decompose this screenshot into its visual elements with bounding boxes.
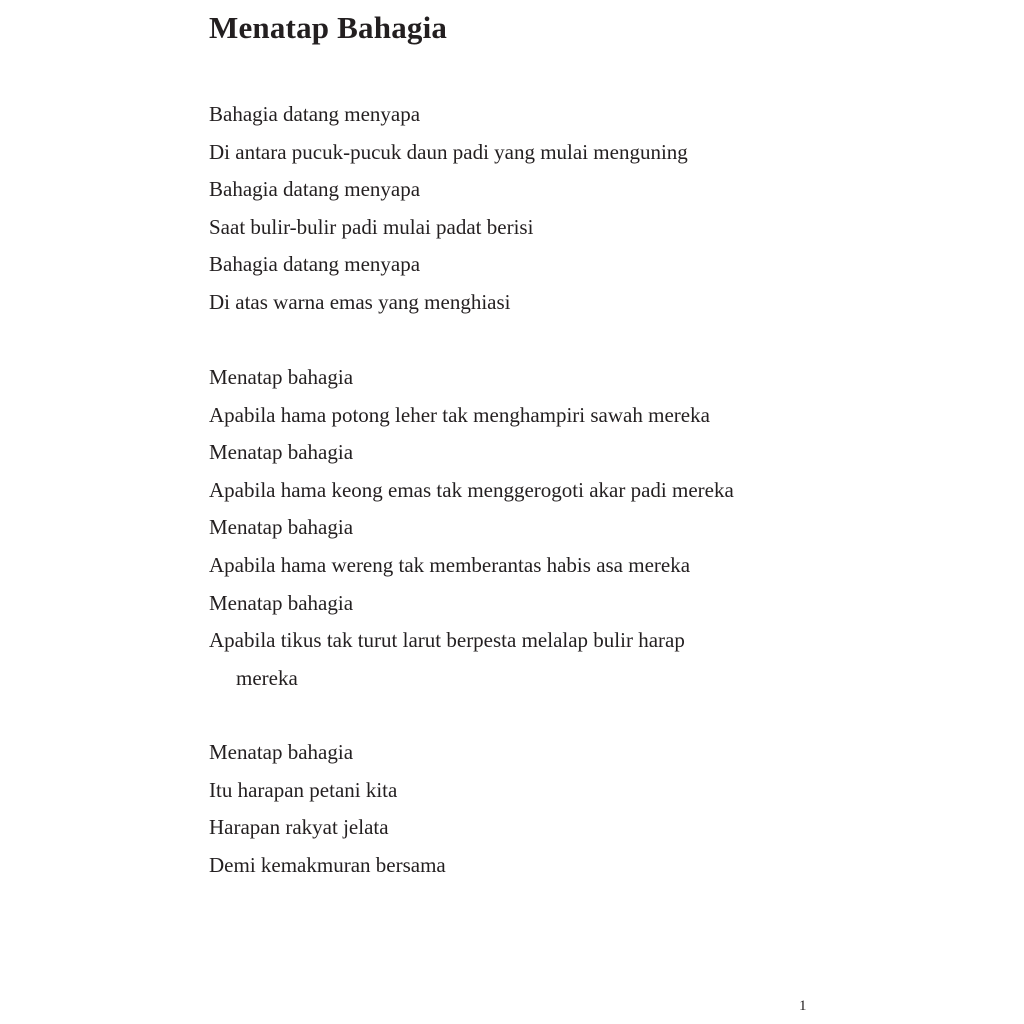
poem-line: Itu harapan petani kita [209,777,398,802]
poem-line: Demi kemakmuran bersama [209,852,446,877]
poem-line: Menatap bahagia [209,515,354,540]
poem-line: Bahagia datang menyapa [209,252,421,277]
poem-line: Bahagia datang menyapa [209,102,421,126]
poem-line: Apabila tikus tak turut larut berpesta melalap bulir harap [209,628,685,653]
poem-line: Menatap bahagia [209,365,354,389]
stanza-1 [209,96,688,322]
poem-line: Di atas warna emas yang menghiasi [209,289,511,314]
poem-line: Harapan rakyat jelata [209,815,389,840]
poem-line: Bahagia datang menyapa [209,177,421,202]
poem-line: Apabila hama wereng tak memberantas habis asa mereka [209,552,691,577]
stanza-3 [209,734,446,884]
page-number: 1 [799,998,807,1014]
poem-line: Menatap bahagia [209,440,354,465]
poem-title: Menatap Bahagia [209,10,448,45]
poem-line: Apabila hama potong leher tak menghampiri sawah mereka [209,402,710,427]
poem-line: Menatap bahagia [209,590,354,615]
stanza-2 [209,359,734,697]
poem-line: Saat bulir-bulir padi mulai padat berisi [209,214,534,239]
poem-line: Menatap bahagia [209,740,354,764]
poem-line: Apabila hama keong emas tak menggerogoti akar padi mereka [209,477,734,502]
poem-line-continuation: mereka [236,665,298,690]
poem-line: Di antara pucuk-pucuk daun padi yang mulai menguning [209,139,688,164]
